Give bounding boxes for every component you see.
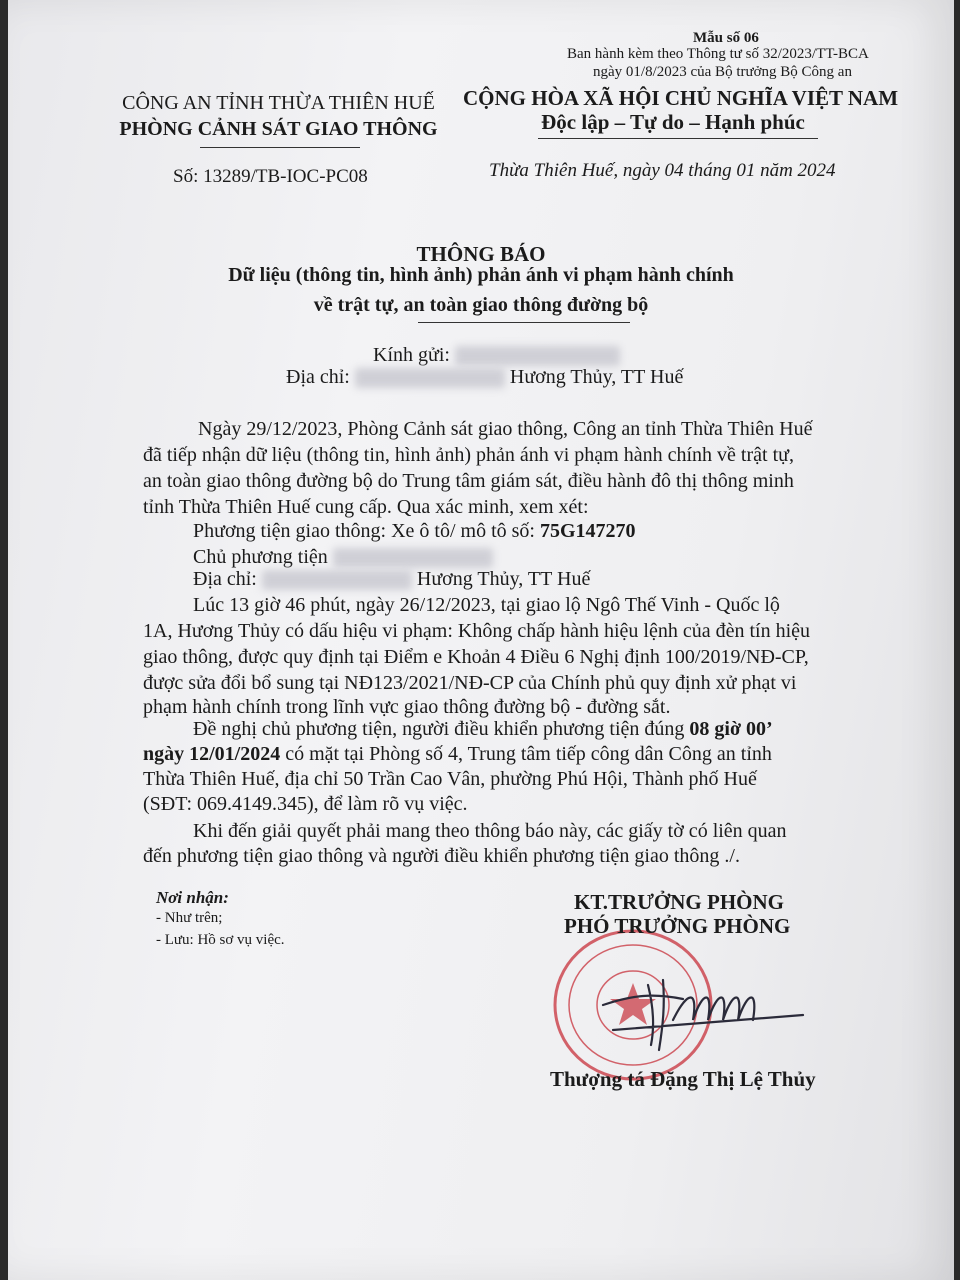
paragraph-2-line-2: 1A, Hương Thủy có dấu hiệu vi phạm: Không chấp hành hiệu lệnh của đèn tín hiệu bbox=[143, 620, 811, 642]
signatory-title-1: KT.TRƯỞNG PHÒNG bbox=[574, 890, 784, 914]
paragraph-4-line-1: Khi đến giải quyết phải mang theo thông báo này, các giấy tờ có liên quan bbox=[193, 820, 787, 842]
paragraph-2-line-5: phạm hành chính trong lĩnh vực giao thông đường bộ - đường sắt. bbox=[143, 696, 671, 718]
owner-line bbox=[193, 546, 493, 569]
appointment-time: 08 giờ 00’ bbox=[689, 718, 773, 740]
title-underline bbox=[418, 322, 630, 323]
redacted-owner-name bbox=[333, 548, 493, 568]
paragraph-4-line-2: đến phương tiện giao thông và người điều khiển phương tiện giao thông ./. bbox=[143, 845, 740, 867]
document-page bbox=[8, 0, 954, 1280]
owner-address-label: Địa chỉ: bbox=[193, 568, 257, 590]
recipient-line bbox=[373, 344, 620, 367]
place-date: Thừa Thiên Huế, ngày 04 tháng 01 năm 2024 bbox=[489, 160, 836, 181]
document-subtitle-1: Dữ liệu (thông tin, hình ảnh) phản ánh vi phạm hành chính bbox=[228, 264, 734, 286]
recipient-address-line bbox=[286, 366, 683, 389]
country-name: CỘNG HÒA XÃ HỘI CHỦ NGHĨA VIỆT NAM bbox=[463, 86, 899, 110]
form-number: Mẫu số 06 bbox=[693, 30, 759, 46]
greeting-label: Kính gửi: bbox=[373, 344, 450, 366]
paragraph-3-line-2 bbox=[143, 743, 772, 766]
paragraph-3-line-4: (SĐT: 069.4149.345), để làm rõ vụ việc. bbox=[143, 793, 468, 815]
document-subtitle-2: về trật tự, an toàn giao thông đường bộ bbox=[313, 294, 649, 316]
p3-l2-text: có mặt tại Phòng số 4, Trung tâm tiếp công dân Công an tỉnh bbox=[280, 743, 772, 765]
signature bbox=[593, 965, 813, 1055]
document-number: Số: 13289/TB-IOC-PC08 bbox=[173, 166, 368, 187]
paragraph-2-line-4: được sửa đổi bổ sung tại NĐ123/2021/NĐ-CP của Chính phủ quy định xử phạt vi bbox=[143, 672, 797, 694]
p3-l1-text: Đề nghị chủ phương tiện, người điều khiển phương tiện đúng bbox=[193, 718, 690, 740]
motto-underline bbox=[538, 138, 818, 139]
vehicle-label: Phương tiện giao thông: Xe ô tô/ mô tô số: bbox=[193, 520, 540, 542]
recipients-label: Nơi nhận: bbox=[156, 888, 229, 907]
document-title: THÔNG BÁO bbox=[416, 242, 546, 266]
address-visible: Hương Thủy, TT Huế bbox=[509, 366, 684, 388]
address-label: Địa chỉ: bbox=[286, 366, 350, 388]
paragraph-2-line-1: Lúc 13 giờ 46 phút, ngày 26/12/2023, tại giao lộ Ngô Thế Vinh - Quốc lộ bbox=[193, 594, 780, 616]
agency-name: PHÒNG CẢNH SÁT GIAO THÔNG bbox=[119, 118, 438, 140]
agency-underline bbox=[200, 147, 360, 148]
form-issued-line2: ngày 01/8/2023 của Bộ trưởng Bộ Công an bbox=[593, 64, 852, 80]
owner-label: Chủ phương tiện bbox=[193, 546, 328, 568]
signatory-name: Thượng tá Đặng Thị Lệ Thủy bbox=[550, 1067, 816, 1091]
paragraph-1-line-4: tỉnh Thừa Thiên Huế cung cấp. Qua xác minh, xem xét: bbox=[143, 496, 589, 518]
paragraph-1-line-3: an toàn giao thông đường bộ do Trung tâm giám sát, điều hành đô thị thông minh bbox=[143, 470, 794, 492]
vehicle-plate: 75G147270 bbox=[539, 520, 636, 542]
paragraph-1-line-2: đã tiếp nhận dữ liệu (thông tin, hình ảnh) phản ánh vi phạm hành chính về trật tự, bbox=[143, 444, 794, 466]
vehicle-line bbox=[193, 520, 636, 543]
appointment-date: ngày 12/01/2024 bbox=[143, 743, 281, 765]
form-issued-line1: Ban hành kèm theo Thông tư số 32/2023/TT-BCA bbox=[567, 46, 869, 62]
owner-address-visible: Hương Thủy, TT Huế bbox=[416, 568, 591, 590]
owner-address-line bbox=[193, 568, 590, 591]
redacted-recipient-name bbox=[455, 346, 620, 366]
recipient-item-2: - Lưu: Hồ sơ vụ việc. bbox=[156, 932, 285, 948]
motto: Độc lập – Tự do – Hạnh phúc bbox=[541, 110, 805, 134]
redacted-owner-address bbox=[262, 570, 412, 590]
paragraph-3-line-3: Thừa Thiên Huế, địa chỉ 50 Trần Cao Vân, phường Phú Hội, Thành phố Huế bbox=[143, 768, 757, 790]
paragraph-1-line-1: Ngày 29/12/2023, Phòng Cảnh sát giao thông, Công an tỉnh Thừa Thiên Huế bbox=[198, 418, 813, 440]
recipient-item-1: - Như trên; bbox=[156, 910, 223, 926]
signatory-title-2: PHÓ TRƯỞNG PHÒNG bbox=[564, 914, 791, 938]
redacted-address bbox=[355, 368, 505, 388]
paragraph-2-line-3: giao thông, được quy định tại Điểm e Khoản 4 Điều 6 Nghị định 100/2019/NĐ-CP, bbox=[143, 646, 809, 668]
paragraph-3-line-1 bbox=[193, 718, 773, 741]
agency-parent: CÔNG AN TỈNH THỪA THIÊN HUẾ bbox=[122, 92, 435, 114]
